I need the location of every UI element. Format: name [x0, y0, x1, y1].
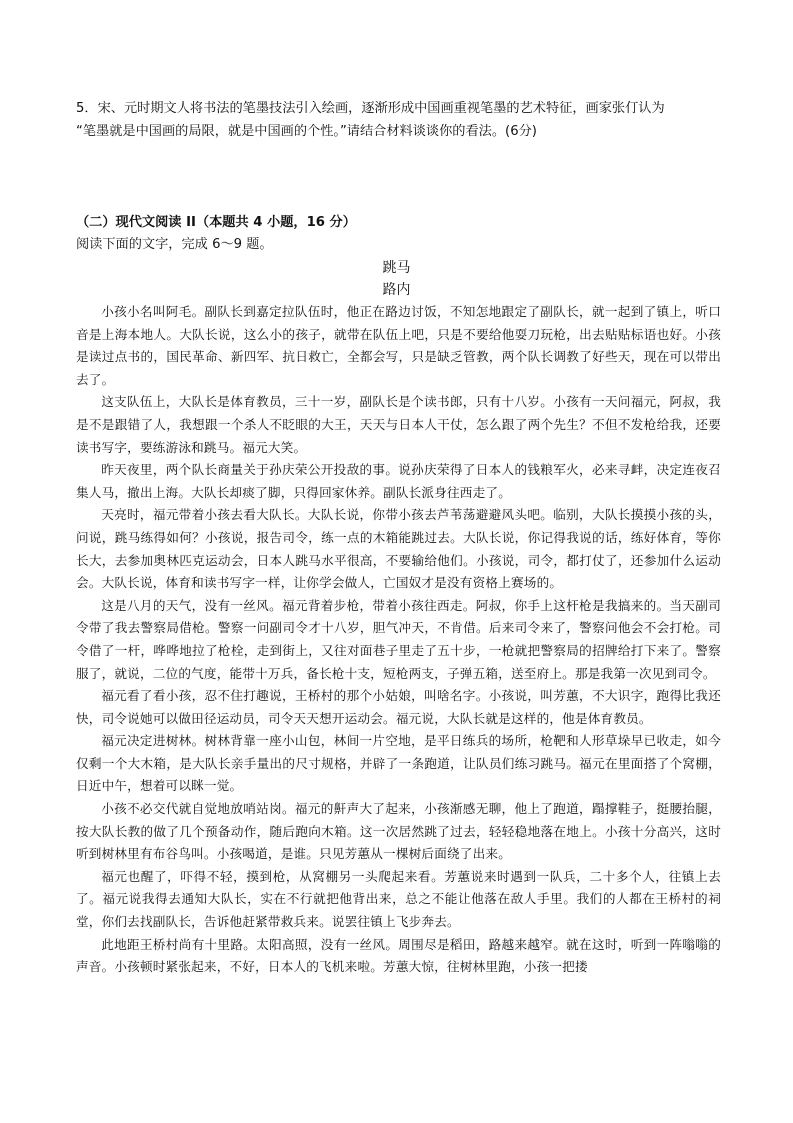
section-instruction: 阅读下面的文字，完成 6～9 题。	[76, 237, 273, 252]
article-paragraph: 这支队伍上，大队长是体育教员，三十一岁，副队长是个读书郎，只有十八岁。小孩有一天问福元，阿叔，我是不是跟错了人，我想跟一个杀人不眨眼的大王，天天与日本人干仗，怎么跟了两个先生？不但不发枪给我，还要读书写字，要练游泳和跳马。福元大笑。	[76, 394, 721, 455]
article-paragraph: 这是八月的天气，没有一丝风。福元背着步枪，带着小孩往西走。阿叔，你手上这杆枪是我搞来的。当天副司令带了我去警察局借枪。警察一问副司令才十八岁，胆气冲天，不肯借。后来司令来了，警察问他会不会打枪。司令借了一杆，哗哗地拉了枪栓，走到街上，又往对面巷子里走了五十步，一枪就把警察局的招牌给打下来了。警察服了，就说，二位的气度，能带十万兵，备长枪十支，短枪两支，子弹五箱，送至府上。那是我第一次见到司令。	[76, 597, 721, 681]
section-heading: （二）现代文阅读 II（本题共 4 小题，16 分）	[76, 215, 356, 230]
article-paragraph: 此地距王桥村尚有十里路。太阳高照，没有一丝风。周围尽是稻田，路越来越窄。就在这时，听到一阵嗡嗡的声音。小孩顿时紧张起来，不好，日本人的飞机来啦。芳蕙大惊，往树林里跑，小孩一把搂	[76, 936, 721, 975]
article-paragraph: 小孩不必交代就自觉地放哨站岗。福元的鼾声大了起来，小孩渐感无聊，他上了跑道，蹋撑鞋子，挺腰抬腿，按大队长教的做了几个预备动作，随后跑向木箱。这一次居然跳了过去，轻轻稳地落在地上。小孩十分高兴，这时听到树林里有布谷鸟叫。小孩喝道，是谁。只见芳蕙从一棵树后面绕了出来。	[76, 801, 721, 862]
question-5-line-1: 5．宋、元时期文人将书法的笔墨技法引入绘画，逐渐形成中国画重视笔墨的艺术特征，画家张仃认为	[76, 101, 665, 116]
article-paragraph: 天亮时，福元带着小孩去看大队长。大队长说，你带小孩去芦苇荡避避风头吧。临别，大队长摸摸小孩的头，问说，跳马练得如何？小孩说，报告司令，练一点的木箱能跳过去。大队长说，你记得我说的话，练好体育，等你长大，去参加奥林匹克运动会，日本人跳马水平很高，不要输给他们。小孩说，司令，都打仗了，还参加什么运动会。大队长说，体育和读书写字一样，让你学会做人，亡国奴才是没有资格上赛场的。	[76, 507, 721, 591]
article-paragraph: 福元看了看小孩，忍不住打趣说，王桥村的那个小姑娘，叫啥名字。小孩说，叫芳蕙，不大识字，跑得比我还快，司令说她可以做田径运动员，司令天天想开运动会。福元说，大队长就是这样的，他是体育教员。	[76, 688, 721, 726]
question-5-line-2: “笔墨就是中国画的局限，就是中国画的个性。”请结合材料谈谈你的看法。(6分)	[76, 124, 537, 139]
article-title: 跳马	[382, 260, 411, 276]
article-paragraph: 福元决定进树林。树林背靠一座小山包，林间一片空地，是平日练兵的场所，枪靶和人形草垛早已收走，如今仅剩一个大木箱，是大队长亲手量出的尺寸规格，并辟了一条跑道，让队员们练习跳马。福元在里面搭了个窝棚，日近中午，想着可以眯一觉。	[76, 733, 721, 794]
article-author: 路内	[382, 282, 411, 298]
question-5	[76, 97, 726, 143]
article-paragraph: 昨天夜里，两个队长商量关于孙庆荣公开投敌的事。说孙庆荣得了日本人的钱粮军火，必来寻衅，决定连夜召集人马，撤出上海。大队长却痰了脚，只得回家休养。副队长派身往西走了。	[76, 462, 721, 500]
article-paragraph: 小孩小名叫阿毛。副队长到嘉定拉队伍时，他正在路边讨饭，不知怎地跟定了副队长，就一起到了镇上，听口音是上海本地人。大队长说，这么小的孩子，就带在队伍上吧，只是不要给他耍刀玩枪，出去贴贴标语也好。小孩是读过点书的，国民革命、新四军、抗日救亡，全都会写，只是缺乏管教，两个队长调教了好些天，现在可以带出去了。	[76, 304, 721, 387]
article-body	[76, 301, 721, 979]
article-paragraph: 福元也醒了，吓得不轻，摸到枪，从窝棚另一头爬起来看。芳蕙说来时遇到一队兵，二十多个人，往镇上去了。福元说我得去通知大队长，实在不行就把他背出来，总之不能让他落在敌人手里。我们的人都在王桥村的祠堂，你们去找副队长，告诉他赶紧带救兵来。说罢往镇上飞步奔去。	[76, 868, 721, 930]
